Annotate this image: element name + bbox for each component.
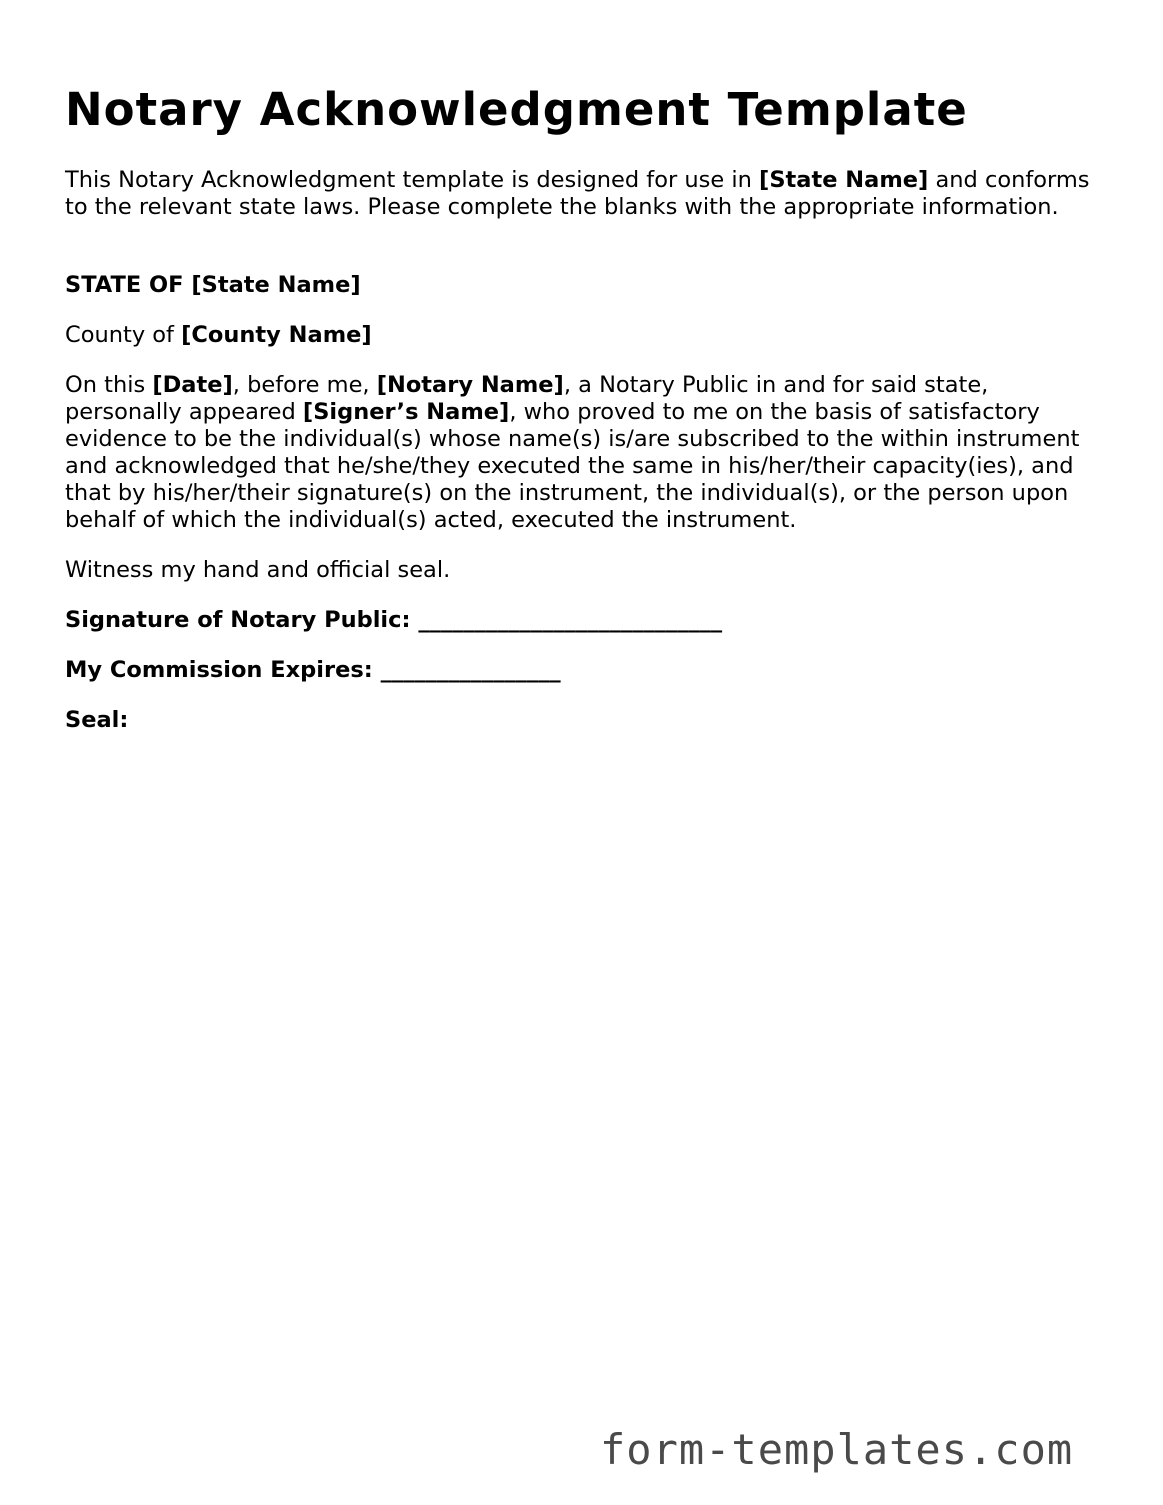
intro-state-placeholder: [State Name] <box>759 167 929 193</box>
state-label: STATE OF <box>65 272 192 298</box>
signature-line <box>65 607 1105 634</box>
body-text-2: , before me, <box>232 372 377 398</box>
intro-text-2: and conforms to the relevant state laws. Please complete the blanks with the appropriate information. <box>65 167 1090 220</box>
signature-label: Signature of Notary Public: <box>65 607 419 633</box>
commission-line <box>65 657 1105 684</box>
witness-line: Witness my hand and official seal. <box>65 557 451 583</box>
signer-name-placeholder: [Signer’s Name] <box>302 399 510 425</box>
signature-blank[interactable]: ___________________________ <box>418 607 723 633</box>
commission-label: My Commission Expires: <box>65 657 381 683</box>
intro-text-1: This Notary Acknowledgment template is designed for use in <box>65 167 760 193</box>
watermark-text: form-templates.com <box>600 1425 1074 1474</box>
intro-paragraph <box>65 167 1105 221</box>
county-placeholder: [County Name] <box>181 322 372 348</box>
seal-label: Seal: <box>65 707 129 733</box>
page-title: Notary Acknowledgment Template <box>65 83 968 136</box>
body-text-1: On this <box>65 372 153 398</box>
seal-line <box>65 707 1105 734</box>
county-label: County of <box>65 322 182 348</box>
commission-blank[interactable]: ________________ <box>380 657 561 683</box>
body-text-3: , a Notary Public in and for said state, personally appeared <box>65 372 989 425</box>
state-placeholder: [State Name] <box>191 272 361 298</box>
body-text-4: , who proved to me on the basis of satisfactory evidence to be the individual(s) whose name(s) is/are subscribed to the within instrument and acknowledged that he/she/they executed the same in his/her/their capacity(ies), and that by his/her/their signature(s) on the instrument, the individual(s), or the person upon behalf of which the individual(s) acted, executed the instrument. <box>65 399 1080 533</box>
date-placeholder: [Date] <box>152 372 233 398</box>
acknowledgment-paragraph <box>65 372 1105 534</box>
notary-name-placeholder: [Notary Name] <box>376 372 564 398</box>
state-line <box>65 272 1105 299</box>
county-line <box>65 322 1105 349</box>
